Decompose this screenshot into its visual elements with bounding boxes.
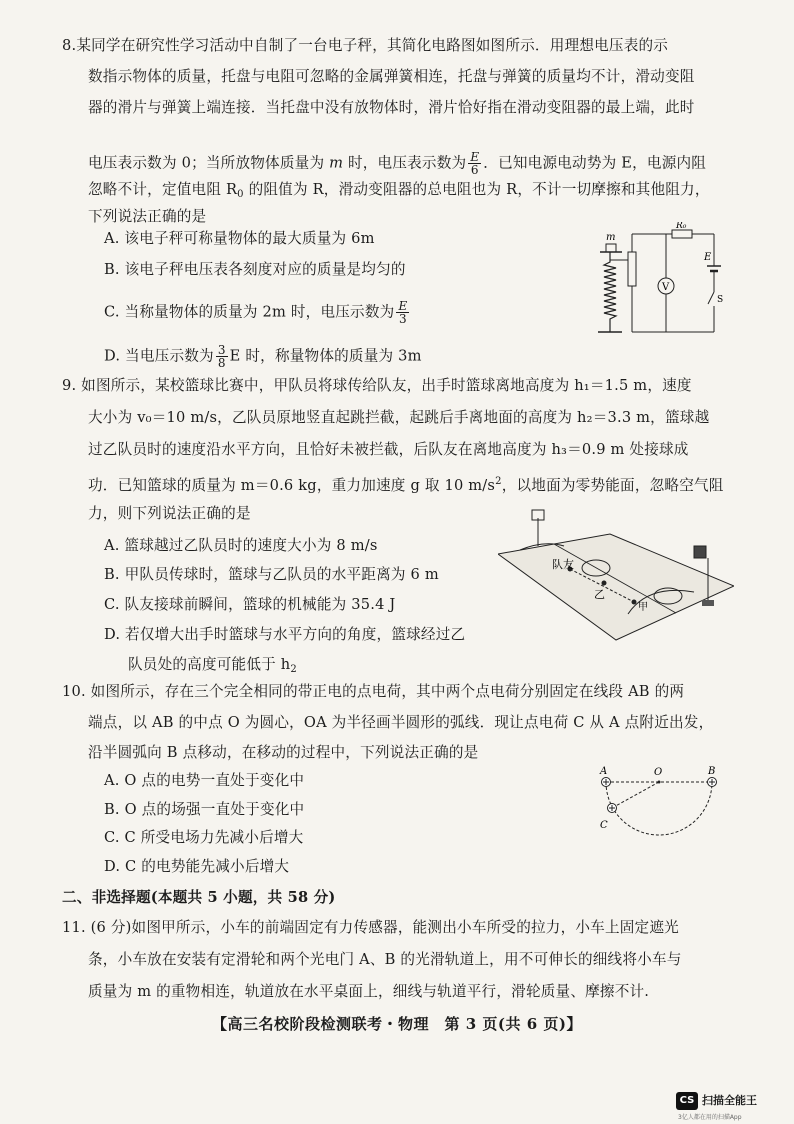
q8-line-3: 器的滑片与弹簧上端连接．当托盘中没有放物体时，滑片恰好指在滑动变阻器的最上端，此时 bbox=[88, 99, 695, 116]
q10-charge-diagram bbox=[594, 762, 724, 874]
rheostat bbox=[628, 252, 636, 286]
fraction-denominator: 6 bbox=[470, 163, 479, 177]
q8-line-5-text-a: 忽略不计，定值电阻 R bbox=[88, 181, 238, 198]
right-backboard bbox=[694, 546, 706, 558]
label-a: A bbox=[600, 766, 608, 777]
q8-line-2: 数指示物体的质量，托盘与电阻可忽略的金属弹簧相连，托盘与弹簧的质量均不计，滑动变阻 bbox=[88, 68, 695, 85]
q9-option-d-text: 队员处的高度可能低于 h bbox=[128, 656, 291, 673]
label-c: C bbox=[600, 820, 608, 831]
q9-line-5: 力，则下列说法正确的是 bbox=[88, 505, 251, 522]
player-jia-label: 甲 bbox=[638, 602, 648, 613]
q8-line-5 bbox=[88, 180, 710, 205]
q11-line-3: 质量为 m 的重物相连，轨道放在水平桌面上，细线与轨道平行，滑轮质量、摩擦不计. bbox=[88, 983, 650, 1000]
q8-line-1: 8.某同学在研究性学习活动中自制了一台电子秤，其简化电路图如图所示．用理想电压表的示 bbox=[62, 37, 669, 54]
q10-option-d: D. C 的电势能先减小后增大 bbox=[104, 858, 290, 875]
camscanner-name: 扫描全能王 bbox=[702, 1094, 757, 1107]
q9-option-b: B. 甲队员传球时，篮球与乙队员的水平距离为 6 m bbox=[104, 566, 439, 583]
camscanner-logo-icon: CS bbox=[676, 1092, 698, 1110]
q11-line-1: 11. (6 分)如图甲所示，小车的前端固定有力传感器，能测出小车所受的拉力，小车上固定遮光 bbox=[62, 919, 679, 936]
q9-exponent: 2 bbox=[495, 476, 502, 487]
q9-basketball-court-diagram bbox=[498, 506, 734, 644]
q8-line-5-text-b: 的阻值为 R，滑动变阻器的总电阻也为 R，不计一切摩擦和其他阻力， bbox=[243, 181, 710, 198]
teammate-label: 队友 bbox=[552, 558, 574, 571]
q8-option-c-text: C. 当称量物体的质量为 2m 时，电压示数为 bbox=[104, 303, 395, 321]
fraction-numerator: E bbox=[398, 299, 408, 313]
q9-line-2: 大小为 v₀＝10 m/s，乙队员原地竖直起跳拦截，起跳后手离地面的高度为 h₂＝3.3 m，篮球越 bbox=[88, 409, 710, 426]
q9-option-a: A. 篮球越过乙队员时的速度大小为 8 m/s bbox=[104, 537, 378, 554]
q9-line-1: 9. 如图所示，某校篮球比赛中，甲队员将球传给队友，出手时篮球离地高度为 h₁＝1.5 m，速度 bbox=[62, 377, 692, 394]
q11-line-2: 条，小车放在安装有定滑轮和两个光电门 A、B 的光滑轨道上，用不可伸长的细线将小车与 bbox=[88, 951, 682, 968]
q8-mass-symbol: m bbox=[329, 154, 344, 172]
q9-h2-subscript: 2 bbox=[290, 664, 297, 675]
semicircle-arc bbox=[606, 782, 712, 835]
q9-option-c: C. 队友接球前瞬间，篮球的机械能为 35.4 J bbox=[104, 596, 396, 613]
q9-line-4-text-a: 功．已知篮球的质量为 m＝0.6 kg，重力加速度 g 取 10 m/s bbox=[88, 477, 496, 494]
spring bbox=[604, 252, 616, 332]
mass-label: m bbox=[606, 232, 616, 243]
q9-line-3: 过乙队员时的速度沿水平方向，且恰好未被拦截，后队友在离地高度为 h₃＝0.9 m 处接球成 bbox=[88, 441, 689, 458]
q8-line-4-text-b: 时，电压表示数为 bbox=[343, 154, 467, 172]
q8-fraction-e-over-3 bbox=[396, 300, 409, 325]
q8-circuit-diagram bbox=[590, 222, 730, 342]
q8-option-c bbox=[104, 300, 411, 325]
q8-fraction-3-over-8 bbox=[216, 344, 228, 369]
q10-line-2: 端点，以 AB 的中点 O 为圆心，OA 为半径画半圆形的弧线．现让点电荷 C 从 A 点附近出发， bbox=[88, 714, 714, 731]
q8-option-d bbox=[104, 344, 422, 369]
q8-option-d-text-a: D. 当电压示数为 bbox=[104, 347, 214, 365]
player-yi-label: 乙 bbox=[594, 588, 605, 601]
player-yi-marker bbox=[602, 581, 607, 586]
voltmeter-label: V bbox=[662, 282, 670, 293]
q10-option-a: A. O 点的电势一直处于变化中 bbox=[104, 772, 305, 789]
fraction-denominator: 3 bbox=[399, 312, 407, 326]
right-hoop-base bbox=[702, 600, 714, 606]
r0-label: R₀ bbox=[676, 222, 687, 231]
q8-option-a: A. 该电子秤可称量物体的最大质量为 6m bbox=[104, 230, 375, 247]
q8-r0-subscript: 0 bbox=[237, 189, 244, 200]
q9-option-d-line-2 bbox=[128, 655, 297, 680]
resistor-r0 bbox=[672, 230, 692, 238]
mass-block bbox=[606, 244, 616, 252]
switch bbox=[708, 292, 714, 304]
fraction-denominator: 8 bbox=[217, 356, 226, 370]
emf-label: E bbox=[704, 252, 712, 263]
fraction-numerator: E bbox=[470, 150, 480, 164]
page-footer: 【高三名校阶段检测联考・物理 第 3 页(共 6 页)】 bbox=[212, 1015, 582, 1033]
q8-option-b: B. 该电子秤电压表各刻度对应的质量是均匀的 bbox=[104, 261, 406, 278]
section-heading-non-choice: 二、非选择题(本题共 5 小题，共 58 分) bbox=[62, 889, 336, 906]
q10-line-3: 沿半圆弧向 B 点移动，在移动的过程中，下列说法正确的是 bbox=[88, 744, 479, 761]
q10-option-b: B. O 点的场强一直处于变化中 bbox=[104, 801, 305, 818]
q8-line-4 bbox=[88, 151, 706, 176]
q9-option-d-line-1: D. 若仅增大出手时篮球与水平方向的角度，篮球经过乙 bbox=[104, 626, 466, 643]
fraction-numerator: 3 bbox=[217, 343, 226, 357]
q9-line-4-text-b: ，以地面为零势能面，忽略空气阻 bbox=[501, 477, 724, 494]
q8-option-d-text-b: E 时，称量物体的质量为 3m bbox=[229, 347, 422, 365]
radius-oc bbox=[612, 782, 659, 808]
q8-line-4-text-c: ．已知电源电动势为 E，电源内阻 bbox=[483, 154, 707, 172]
q10-line-1: 10. 如图所示，存在三个完全相同的带正电的点电荷，其中两个点电荷分别固定在线段 AB 的两 bbox=[62, 683, 685, 700]
label-o: O bbox=[654, 767, 663, 778]
q10-option-c: C. C 所受电场力先减小后增大 bbox=[104, 829, 304, 846]
q8-line-4-text-a: 电压表示数为 0；当所放物体质量为 bbox=[88, 154, 330, 172]
label-b: B bbox=[708, 766, 716, 777]
q8-fraction-e-over-6 bbox=[468, 151, 481, 176]
switch-label: S bbox=[717, 295, 724, 305]
q8-line-6: 下列说法正确的是 bbox=[88, 208, 207, 225]
q9-line-4 bbox=[88, 472, 724, 496]
camscanner-tagline: 3亿人都在用的扫描App bbox=[678, 1114, 742, 1121]
